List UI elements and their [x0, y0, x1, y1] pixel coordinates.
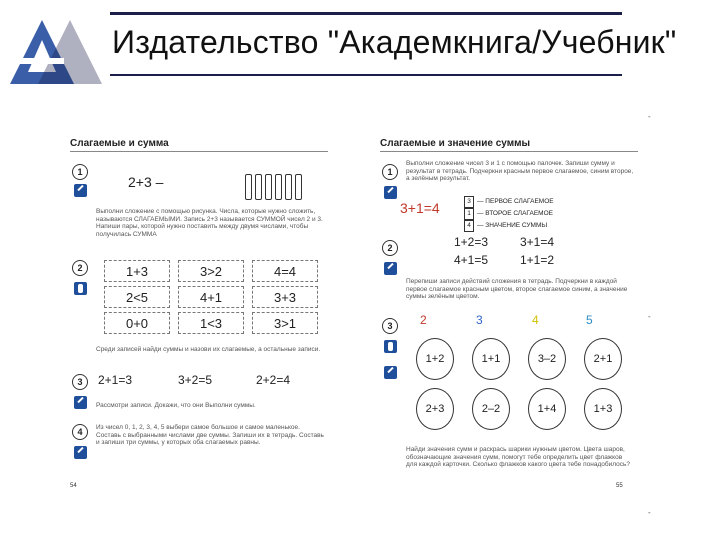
header: [0, 0, 720, 92]
stick: [265, 174, 272, 200]
title-line-top: [110, 12, 622, 15]
task-text: Рассмотри записи. Докажи, что они Выполни суммы.: [96, 402, 256, 409]
balloon: 1+2: [416, 338, 454, 380]
balloon: 2+1: [584, 338, 622, 380]
balloon: 2–2: [472, 388, 510, 430]
balloon: 1+3: [584, 388, 622, 430]
pencil-icon: [384, 186, 397, 199]
stick: [255, 174, 262, 200]
equation: 4+1=5: [454, 253, 489, 267]
legend-box: 4: [464, 220, 474, 232]
stick: [275, 174, 282, 200]
equation: 2+1=3: [98, 373, 133, 387]
task-number: 3: [382, 318, 398, 334]
balloon: 2+3: [416, 388, 454, 430]
stick: [295, 174, 302, 200]
left-page-title: Слагаемые и сумма: [70, 140, 328, 152]
page-number: 55: [616, 483, 623, 489]
equation: 2+2=4: [256, 373, 291, 387]
equation: 1+2=3: [454, 235, 489, 249]
color-number-red: 2: [420, 313, 427, 327]
task-text: Среди записей найди суммы и назови их слагаемые, а остальные записи.: [96, 346, 321, 353]
color-number-lightblue: 5: [586, 313, 593, 327]
expression-cell: 4=4: [252, 260, 318, 282]
right-textbook-page: [380, 140, 638, 490]
balloon: 1+1: [472, 338, 510, 380]
task-text: Найди значения сумм и раскрась шарики нужным цветом. Цвета шаров, обозначающие значения сумм, помогут тебе определить цвет флажков для каждой карточки. Сколько флажков какого цвета тебе понадобилось?: [406, 446, 630, 468]
legend-item: [464, 220, 554, 232]
legend-item: [464, 208, 554, 220]
task-number: 3: [72, 374, 88, 390]
sum-expression: 2+3 –: [128, 174, 164, 190]
legend-item: [464, 196, 554, 208]
expression-grid: [104, 260, 318, 334]
balloon: 3–2: [528, 338, 566, 380]
page-number: 54: [70, 483, 77, 489]
publisher-logo-icon: [10, 12, 110, 84]
legend-box: 1: [464, 208, 474, 220]
title-line-bottom: [110, 74, 622, 76]
expression-cell: 2<5: [104, 286, 170, 308]
task-text: Из чисел 0, 1, 2, 3, 4, 5 выбери самое большое и самое маленькое. Составь с выбранными числами две суммы. Запиши их в тетрадь. Составь и запиши три суммы, у которых оба слагаемых равны.: [96, 424, 324, 446]
task-number: 1: [72, 164, 88, 180]
margin-mark: -: [648, 508, 651, 517]
expression-cell: 3>2: [178, 260, 244, 282]
balloon: 1+4: [528, 388, 566, 430]
figure-icon: [384, 340, 397, 353]
pencil-icon: [74, 396, 87, 409]
pencil-icon: [74, 446, 87, 459]
task-number: 2: [72, 260, 88, 276]
color-number-yellow: 4: [532, 313, 539, 327]
margin-mark: -: [648, 112, 651, 121]
expression-cell: 0+0: [104, 312, 170, 334]
left-textbook-page: [70, 140, 328, 490]
task-number: 2: [382, 240, 398, 256]
stick: [245, 174, 252, 200]
expression-cell: 3+3: [252, 286, 318, 308]
pencil-icon: [384, 366, 397, 379]
task-text: Выполни сложение чисел 3 и 1 с помощью палочек. Запиши сумму и результат в тетрадь. Подчеркни красным первое слагаемое, синим второе, а зелёным результат.: [406, 160, 634, 182]
equation: 3+1=4: [520, 235, 555, 249]
task-number: 1: [382, 164, 398, 180]
task-number: 4: [72, 424, 88, 440]
equation: 1+1=2: [520, 253, 555, 267]
pencil-icon: [74, 184, 87, 197]
legend-label: — ПЕРВОЕ СЛАГАЕМОЕ: [477, 198, 554, 205]
legend: [464, 196, 554, 232]
expression-cell: 1+3: [104, 260, 170, 282]
expression-cell: 1<3: [178, 312, 244, 334]
right-page-title: Слагаемые и значение суммы: [380, 140, 638, 152]
legend-box: 3: [464, 196, 474, 208]
color-number-blue: 3: [476, 313, 483, 327]
expression-cell: 3>1: [252, 312, 318, 334]
legend-label: — ВТОРОЕ СЛАГАЕМОЕ: [477, 210, 553, 217]
task-text: Перепиши записи действий сложения в тетрадь. Подчеркни в каждой первое слагаемое красным цветом, второе слагаемое синим, а значение суммы зелёным цветом.: [406, 278, 628, 300]
stick: [285, 174, 292, 200]
margin-mark: -: [648, 312, 651, 321]
page-title: Издательство "Академкнига/Учебник": [112, 24, 677, 60]
equation: 3+2=5: [178, 373, 213, 387]
counting-sticks: [245, 174, 302, 200]
task-text: Выполни сложение с помощью рисунка. Числа, которые нужно сложить, называются СЛАГАЕМЫМИ. Запись 2+3 называется СУММОЙ чисел 2 и 3. Напиши пары, которой нужно поставить между двумя числами, чтобы получилась СУММА: [96, 208, 323, 238]
expression-cell: 4+1: [178, 286, 244, 308]
colored-expression: 3+1=4: [400, 200, 440, 216]
figure-icon: [74, 282, 87, 295]
legend-label: — ЗНАЧЕНИЕ СУММЫ: [477, 222, 548, 229]
pencil-icon: [384, 262, 397, 275]
